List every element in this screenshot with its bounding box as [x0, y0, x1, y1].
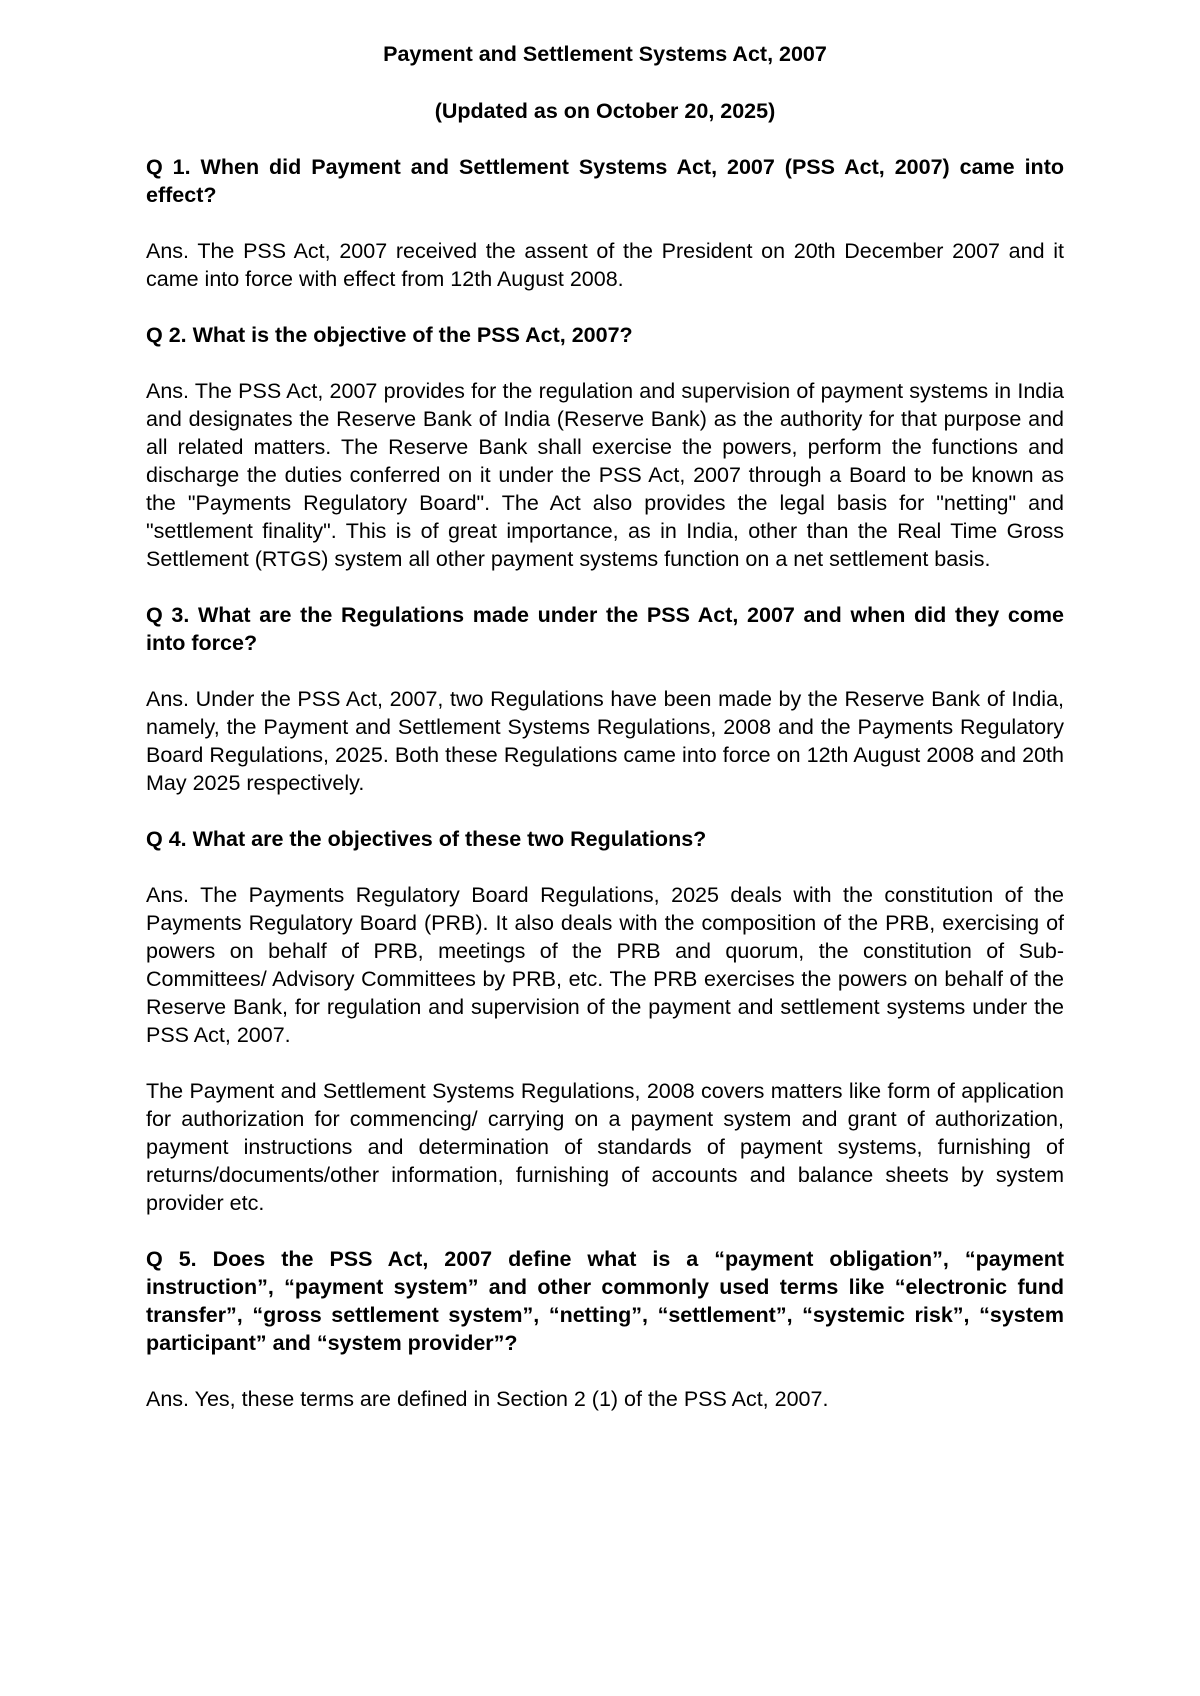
answer-5: Ans. Yes, these terms are defined in Section 2 (1) of the PSS Act, 2007. [146, 1387, 829, 1411]
question-5: Q 5. Does the PSS Act, 2007 define what is a “payment obligation”, “payment instruction”, “payment system” and other commonly used terms like “electronic fund transfer”, “gross settlement system”, “netting”, “settlement”, “systemic risk”, “system participant” and “system provider”? [146, 1247, 1064, 1355]
document-subtitle: (Updated as on October 20, 2025) [434, 99, 776, 123]
qa-item-4 [146, 825, 1064, 1217]
question-4: Q 4. What are the objectives of these two Regulations? [146, 827, 707, 851]
qa-item-2 [146, 321, 1064, 573]
answer-1: Ans. The PSS Act, 2007 received the assent of the President on 20th December 2007 and it came into force with effect from 12th August 2008. [146, 239, 1064, 291]
qa-item-5 [146, 1245, 1064, 1413]
qa-item-3 [146, 601, 1064, 797]
question-3: Q 3. What are the Regulations made under the PSS Act, 2007 and when did they come into force? [146, 603, 1064, 655]
answer-4-paragraph-2: The Payment and Settlement Systems Regulations, 2008 covers matters like form of application for authorization for commencing/ carrying on a payment system and grant of authorization, payment instructions and determination of standards of payment systems, furnishing of returns/documents/other information, furnishing of accounts and balance sheets by system provider etc. [146, 1079, 1064, 1215]
qa-item-1 [146, 153, 1064, 293]
document-page [146, 40, 1064, 1413]
document-title: Payment and Settlement Systems Act, 2007 [383, 42, 827, 66]
question-1: Q 1. When did Payment and Settlement Systems Act, 2007 (PSS Act, 2007) came into effect? [146, 155, 1064, 207]
answer-4-paragraph-1: Ans. The Payments Regulatory Board Regulations, 2025 deals with the constitution of the Payments Regulatory Board (PRB). It also deals with the composition of the PRB, exercising of powers on behalf of PRB, meetings of the PRB and quorum, the constitution of Sub-Committees/ Advisory Committees by PRB, etc. The PRB exercises the powers on behalf of the Reserve Bank, for regulation and supervision of the payment and settlement systems under the PSS Act, 2007. [146, 883, 1064, 1047]
question-2: Q 2. What is the objective of the PSS Act, 2007? [146, 323, 633, 347]
answer-2: Ans. The PSS Act, 2007 provides for the regulation and supervision of payment systems in India and designates the Reserve Bank of India (Reserve Bank) as the authority for that purpose and all related matters. The Reserve Bank shall exercise the powers, perform the functions and discharge the duties conferred on it under the PSS Act, 2007 through a Board to be known as the "Payments Regulatory Board". The Act also provides the legal basis for "netting" and "settlement finality". This is of great importance, as in India, other than the Real Time Gross Settlement (RTGS) system all other payment systems function on a net settlement basis. [146, 379, 1064, 571]
answer-3: Ans. Under the PSS Act, 2007, two Regulations have been made by the Reserve Bank of India, namely, the Payment and Settlement Systems Regulations, 2008 and the Payments Regulatory Board Regulations, 2025. Both these Regulations came into force on 12th August 2008 and 20th May 2025 respectively. [146, 687, 1064, 795]
